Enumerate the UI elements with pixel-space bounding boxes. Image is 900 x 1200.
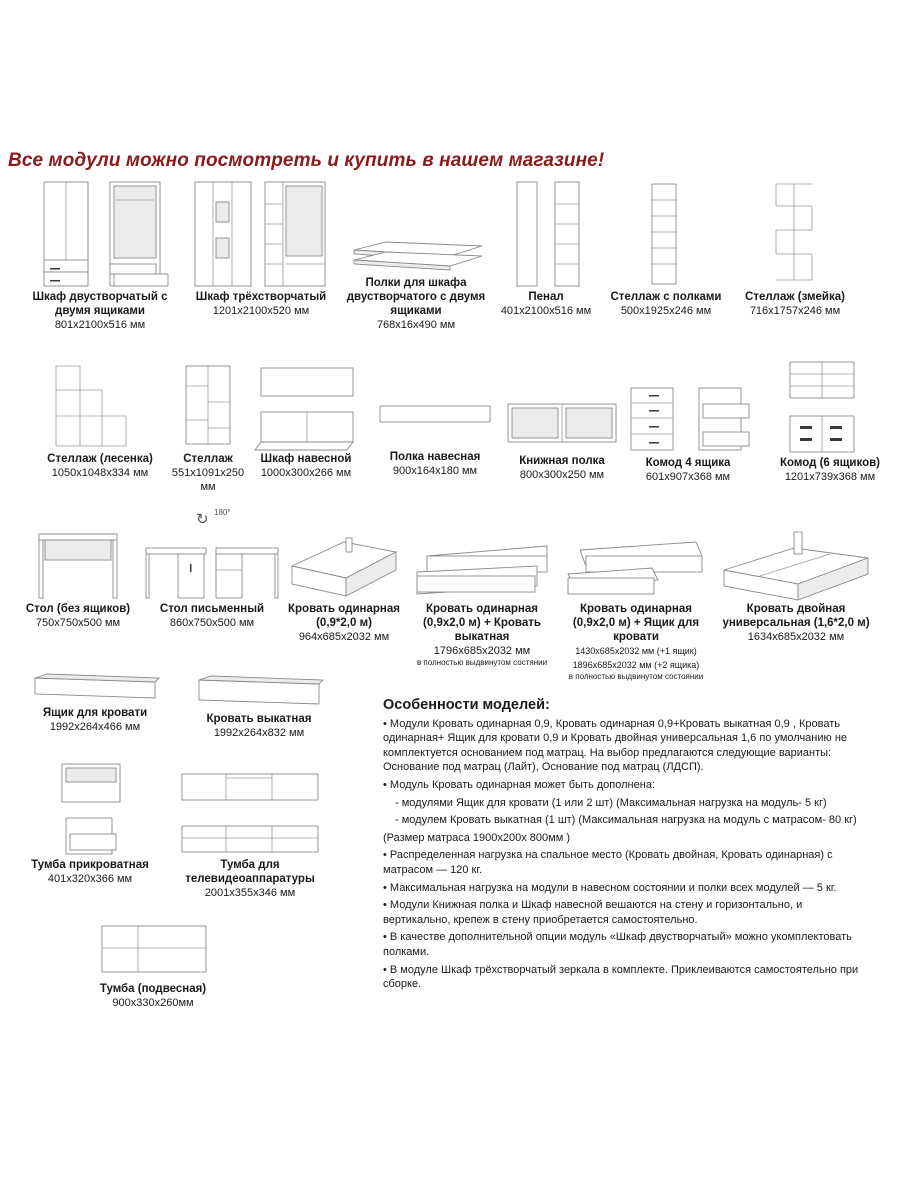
wall-shelf-icon — [370, 398, 500, 432]
feature-item: - модулями Ящик для кровати (1 или 2 шт) (Максимальная нагрузка на модуль- 5 кг) — [395, 796, 827, 809]
module-name: Кровать одинарная (0,9x2,0 м) + Кровать выкатная — [423, 603, 541, 643]
hanging-stand-icon — [88, 922, 218, 976]
module-dims: 1201x2100x520 мм — [212, 305, 310, 317]
chest-4-icon — [623, 382, 753, 456]
module-dims: 860x750x500 мм — [169, 617, 255, 629]
module-dims: 401x2100x516 мм — [500, 305, 592, 317]
module-wall-cabinet — [250, 362, 362, 480]
module-name: Шкаф трёхстворчатый — [195, 291, 327, 303]
tv-stand-icon — [176, 770, 324, 858]
module-writing-desk — [140, 508, 284, 630]
module-dims: 716x1757x246 мм — [749, 305, 841, 317]
module-name: Шкаф двустворчатый с двумя ящиками — [32, 291, 168, 317]
module-hanging-stand — [88, 922, 218, 1010]
module-name: Кровать выкатная — [206, 713, 312, 725]
module-name: Стол (без ящиков) — [25, 603, 131, 615]
module-rollout-bed — [186, 672, 332, 740]
feature-item: • Распределенная нагрузка на спальное место (Кровать двойная, Кровать одинарная) с матрасом — 120 кг. — [383, 849, 833, 876]
feature-item: - модулем Кровать выкатная (1 шт) (Максимальная нагрузка на модуль с матрасом- 80 кг) — [395, 814, 857, 827]
module-dims: 601x907x368 мм — [645, 471, 731, 483]
module-dims: 900x330x260мм — [112, 997, 194, 1009]
features-block — [383, 698, 863, 995]
module-bed-drawers — [562, 534, 710, 682]
module-name: Стеллаж (лесенка) — [47, 453, 153, 465]
module-note: в полностью выдвинутом состоянии — [568, 672, 704, 681]
module-dims: 500x1925x246 мм — [620, 305, 712, 317]
module-name: Книжная полка — [519, 455, 605, 467]
module-dims: 1796x685x2032 мм — [433, 645, 531, 657]
module-dims: 964x685x2032 мм — [298, 631, 390, 643]
book-shelf-icon — [500, 398, 624, 448]
module-dims: 1634x685x2032 мм — [747, 631, 845, 643]
wardrobe-2door-icon — [30, 178, 170, 290]
wardrobe-3door-icon — [191, 178, 331, 290]
rotate-180-icon: ↻ — [196, 511, 209, 528]
module-name: Стеллаж — [183, 453, 233, 465]
bed-rollout-icon — [407, 536, 557, 602]
single-bed-icon — [284, 534, 404, 602]
wall-cabinet-icon — [251, 362, 361, 452]
module-name: Стеллаж с полками — [610, 291, 722, 303]
module-dims: 900x164x180 мм — [392, 465, 478, 477]
feature-item: • Модуль Кровать одинарная может быть дополнена: — [383, 778, 655, 791]
module-wardrobe-2door — [22, 178, 178, 332]
module-dims: 768x16x490 мм — [376, 319, 456, 331]
double-bed-icon — [716, 524, 876, 602]
module-bed-rollout — [404, 536, 560, 668]
module-name: Кровать двойная универсальная (1,6*2,0 м) — [722, 603, 870, 629]
module-name: Тумба прикроватная — [31, 859, 149, 871]
bed-drawer-icon — [25, 672, 165, 706]
feature-item: • Максимальная нагрузка на модули в навесном состоянии и полки всех модулей — 5 кг. — [383, 881, 837, 894]
module-name: Стеллаж (змейка) — [745, 291, 845, 303]
module-dims: 1000x300x266 мм — [260, 467, 352, 479]
writing-desk-icon — [140, 508, 284, 602]
chest-6-icon — [770, 358, 890, 456]
module-wardrobe-3door — [186, 178, 336, 318]
rack-shelves-icon — [606, 180, 726, 290]
shelf-panels-icon — [346, 236, 486, 276]
module-name: Полки для шкафа двустворчатого с двумя ящиками — [346, 277, 486, 317]
module-dims: 801x2100x516 мм — [54, 319, 146, 331]
module-double-bed — [714, 524, 878, 644]
module-name: Комод 4 ящика — [645, 457, 731, 469]
rollout-bed-icon — [189, 672, 329, 712]
module-name: Пенал — [528, 291, 564, 303]
module-dims: 1050x1048x334 мм — [51, 467, 149, 479]
module-dims: 1430x685x2032 мм (+1 ящик) — [575, 646, 697, 656]
rack-snake-icon — [740, 180, 850, 290]
module-rack-snake — [738, 180, 852, 318]
module-dims: 1992x264x466 мм — [49, 721, 141, 733]
module-dims: 1992x264x832 мм — [213, 727, 305, 739]
module-shelves-for-wardrobe — [345, 236, 487, 332]
module-bedside-table — [30, 760, 150, 886]
module-name: Комод (6 ящиков) — [779, 457, 881, 469]
module-chest-4 — [622, 382, 754, 484]
module-name: Полка навесная — [389, 451, 481, 463]
rack-icon — [168, 362, 248, 452]
module-name: Тумба (подвесная) — [99, 983, 207, 995]
bed-drawers-icon — [562, 534, 710, 602]
penal-icon — [501, 178, 591, 290]
page-headline: Все модули можно посмотреть и купить в нашем магазине! — [8, 150, 605, 171]
module-dims: 800x300x250 мм — [519, 469, 605, 481]
module-desk — [22, 526, 134, 630]
module-penal — [500, 178, 592, 318]
bedside-table-icon — [30, 760, 150, 858]
rotate-label: 180° — [214, 508, 231, 517]
module-name: Кровать одинарная (0,9x2,0 м) + Ящик для кровати — [572, 603, 700, 643]
module-dims: 750x750x500 мм — [35, 617, 121, 629]
module-name: Кровать одинарная (0,9*2,0 м) — [288, 603, 400, 629]
module-single-bed — [284, 534, 404, 644]
module-note: в полностью выдвинутом состянии — [416, 658, 548, 667]
feature-item: • В модуле Шкаф трёхстворчатый зеркала в комплекте. Приклеиваются самостоятельно при сборке. — [383, 963, 859, 991]
module-wall-shelf — [370, 398, 500, 478]
module-name: Ящик для кровати — [42, 707, 148, 719]
module-rack — [166, 362, 250, 494]
feature-item: • Модули Книжная полка и Шкаф навесной вешаются на стену и горизонтально, и вертикально, крепеж в стену приобретается самостоятельно. — [383, 899, 803, 926]
feature-item: • Модули Кровать одинарная 0,9, Кровать одинарная 0,9+Кровать выкатная 0,9 , Кровать одинарная+ Ящик для кровати 0,9 и Кровать двойная универсальная 1,6 по умолчанию не комплектуется основанием под матрац. На выбор предлагаются следующие варианты: Основание под матрац (Лайт), Основание под матрац (ЛДСП). — [383, 717, 848, 774]
module-rack-shelves — [606, 180, 726, 318]
feature-item: (Размер матраса 1900х200х 800мм ) — [383, 831, 570, 844]
module-dims: 1201x739x368 мм — [784, 471, 876, 483]
module-name: Стол письменный — [159, 603, 265, 615]
module-chest-6 — [768, 358, 892, 484]
module-name: Шкаф навесной — [260, 453, 352, 465]
module-dims: 401x320x366 мм — [47, 873, 133, 885]
module-name: Тумба для телевидеоаппаратуры — [185, 859, 315, 885]
features-title: Особенности моделей: — [383, 697, 550, 713]
rack-ladder-icon — [40, 362, 160, 452]
module-dims-2: 1896x685x2032 мм (+2 ящика) — [572, 660, 700, 670]
module-rack-ladder — [40, 362, 160, 480]
module-book-shelf — [500, 398, 624, 482]
feature-item: • В качестве дополнительной опции модуль «Шкаф двустворчатый» можно укомплектовать полками. — [383, 931, 852, 958]
module-dims: 551x1091x250 мм — [171, 467, 245, 493]
module-bed-drawer — [22, 672, 168, 734]
desk-icon — [23, 526, 133, 602]
module-tv-stand — [176, 770, 324, 900]
module-dims: 2001x355x346 мм — [204, 887, 296, 899]
